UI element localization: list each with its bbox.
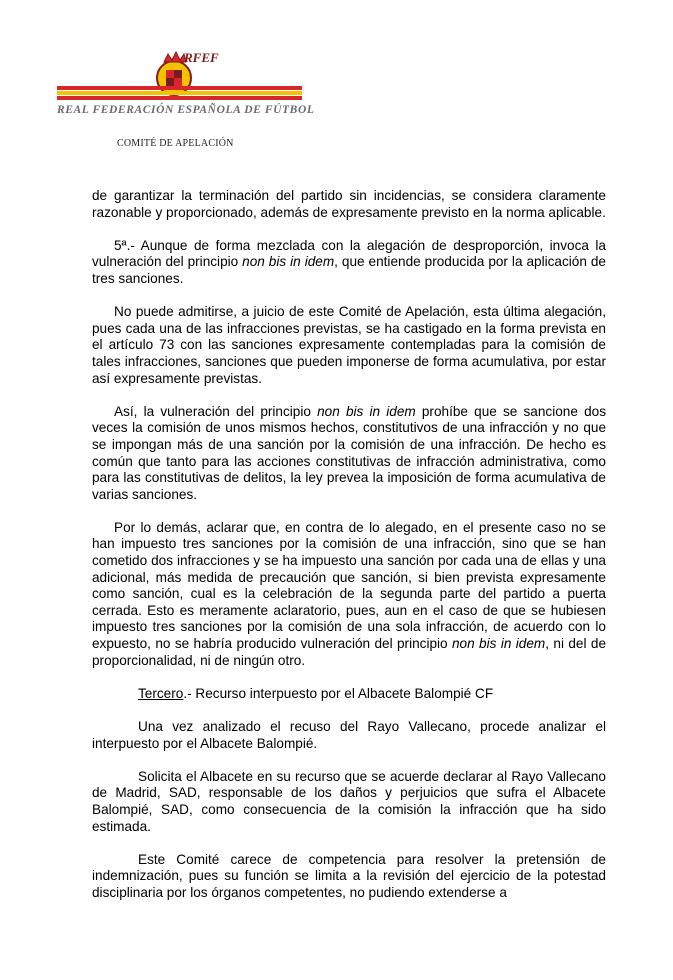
italic-term: non bis in idem <box>452 636 546 652</box>
paragraph-point-5 <box>92 238 606 288</box>
yellow-stripe <box>57 91 302 95</box>
text-run: , que entiende producida por la aplicación de tres sanciones. <box>92 254 606 286</box>
letterhead <box>0 0 673 160</box>
document-body <box>92 188 606 918</box>
text-run: 5ª.- Aunque de forma mezclada con la alegación de desproporción, invoca la vulneración del principio <box>92 237 606 270</box>
paragraph-continuation: de garantizar la terminación del partido sin incidencias, se considera claramente razonable y proporcionado, además de expresamente previsto en la norma aplicable. <box>92 188 606 220</box>
red-stripe-top <box>57 86 302 90</box>
italic-term: non bis in idem <box>317 403 416 419</box>
paragraph-rejection: No puede admitirse, a juicio de este Comité de Apelación, esta última alegación, pues cada una de las infracciones previstas, se ha castigado en la forma prevista en el artículo 73 con las sanciones expresamente contempladas para la comisión de tales infracciones, sanciones que pueden imponerse de forma acumulativa, por estar así expresamente previstas. <box>92 304 606 386</box>
text-run: , ni del de proporcionalidad, ni de ningún otro. <box>92 636 607 668</box>
heading-text: .- Recurso interpuesto por el Albacete Balompié CF <box>183 685 494 701</box>
paragraph-analysis: Una vez analizado el recuso del Rayo Vallecano, procede analizar el interpuesto por el Albacete Balompié. <box>92 719 606 751</box>
heading-label: Tercero <box>138 685 184 701</box>
red-stripe-bottom <box>57 96 302 100</box>
organization-name: REAL FEDERACIÓN ESPAÑOLA DE FÚTBOL <box>57 104 315 116</box>
section-heading-tercero <box>92 686 606 703</box>
committee-name: COMITÉ DE APELACIÓN <box>117 138 234 149</box>
text-run: Así, la vulneración del principio <box>114 403 318 419</box>
paragraph-clarification <box>92 520 606 669</box>
paragraph-competence: Este Comité carece de competencia para resolver la pretensión de indemnización, pues su función se limita a la revisión del ejercicio de la potestad disciplinaria por los órganos competentes, no pudiendo extenderse a <box>92 851 606 900</box>
italic-term: non bis in idem <box>242 254 335 270</box>
text-run: Por lo demás, aclarar que, en contra de lo alegado, en el presente caso no se han impuesto tres sanciones por la comisión de una infracción, sino que se han cometido dos infracciones y se ha impuesto una sanción por cada una de ellas y una adicional, más medida de precaución que sanción, si bien prevista expresamente como sanción, cual es la celebración de la segunda parte del partido a puerta cerrada. Esto es meramente aclaratorio, pues, aun en el caso de que se hubiesen impuesto tres sanciones por la comisión de una sola infracción, de acuerdo con lo expuesto, no se habría producido vulneración del principio <box>92 519 606 652</box>
text-run: prohíbe que se sancione dos veces la comisión de unos mismos hechos, constitutivos de una infracción y no que se impongan más de una sanción por la comisión de una infracción. De hecho es común que tanto para las acciones constitutivas de infracción administrativa, como para las constitutivas de delitos, la ley prevea la imposición de forma acumulativa de varias sanciones. <box>92 403 606 502</box>
crest-lettering: RFEF <box>184 50 219 65</box>
paragraph-request: Solicita el Albacete en su recurso que se acuerde declarar al Rayo Vallecano de Madrid, SAD, responsable de los daños y perjuicios que sufra el Albacete Balompié, SAD, como consecuencia de la comisión la infracción que ha sido estimada. <box>92 768 606 834</box>
paragraph-principle <box>92 404 606 504</box>
